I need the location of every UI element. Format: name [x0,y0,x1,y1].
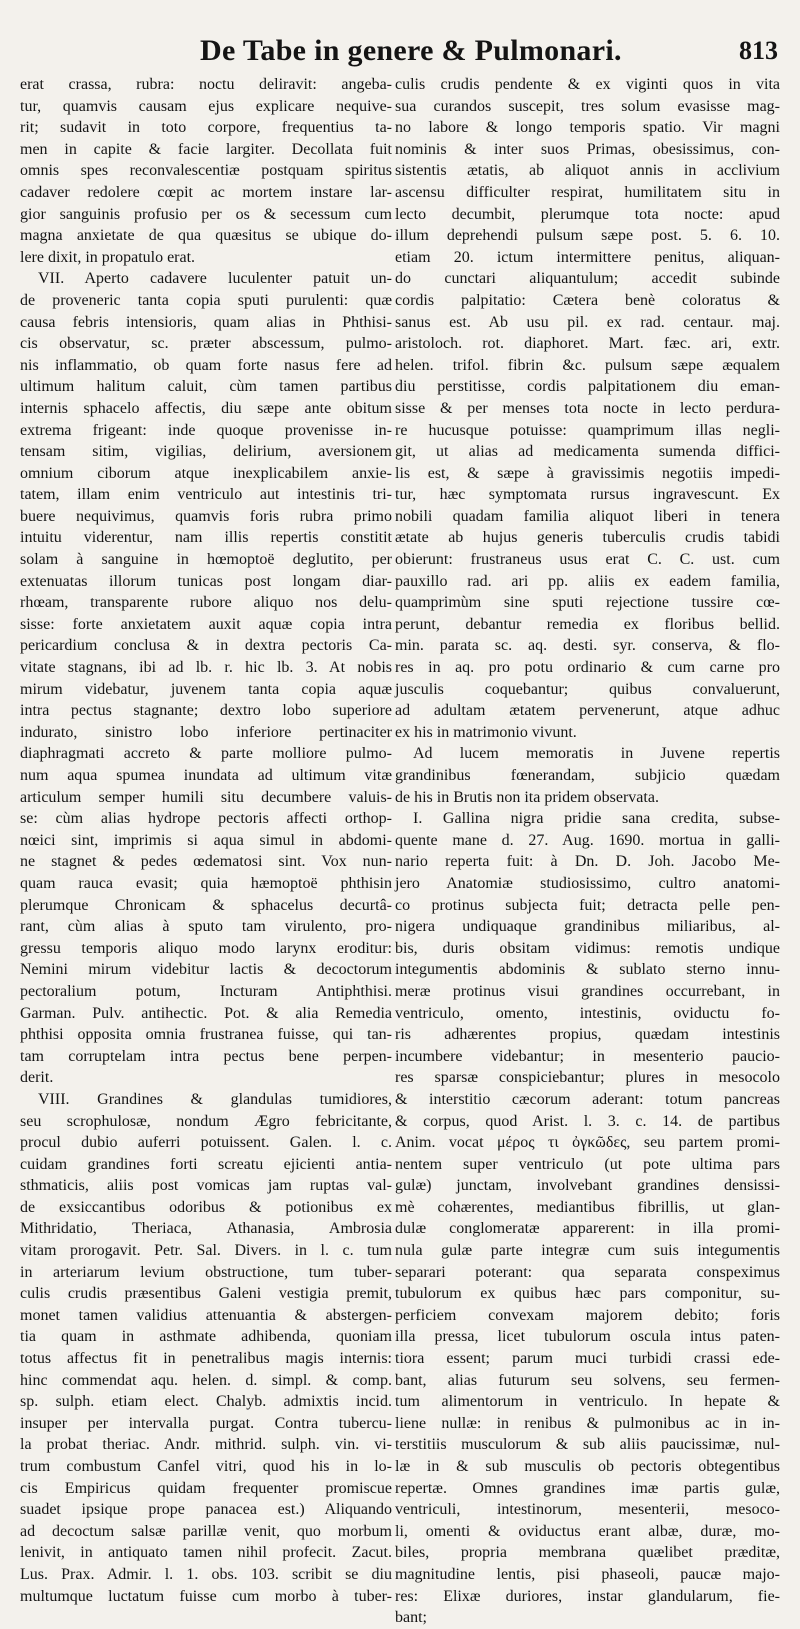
text-line: ventriculi, intestinorum, mesenterii, mesoco- [395,1501,780,1519]
text-line: ne stagnet & pedes œdematosi sint. Vox nun- [20,853,392,871]
text-line: VII. Aperto cadavere luculenter patuit un- [38,270,392,288]
text-line: quente mane d. 27. Aug. 1690. mortua in galli- [395,831,780,849]
text-line: liene nullæ: in renibus & pulmonibus ac in in- [395,1414,780,1432]
text-line: Ad lucem memoratis in Juvene repertis [413,745,780,763]
text-line: magnitudine lentis, pisi phaseoli, paucæ majo- [395,1565,780,1583]
text-line: bant; [395,1609,427,1627]
text-line: ad adultam ætatem pervenerunt, atque adhuc [395,702,780,720]
text-line: etiam 20. ictum intermittere penitus, aliquan- [395,248,780,266]
text-line: internis sphacelo affectis, diu sæpe ante obitum [20,399,392,417]
text-line: la probat theriac. Andr. mithrid. sulph. vin. vi- [20,1436,392,1454]
text-line: gressu temporis aliquo modo larynx eroditur: [20,939,392,957]
text-line: rhœam, transparente rubore aliquo nos delu- [20,594,392,612]
text-line: nobili quadam familia aliquot liberi in tenera [395,507,780,525]
text-line: res: Elixæ duriores, instar glandularum, fie- [395,1587,780,1605]
text-line: illum deprehendi pulsum sæpe post. 5. 6. 10. [395,227,780,245]
text-line: omnium ciborum atque inexplicabilem anxie- [20,464,392,482]
text-line: pericardium conclusa & in dextra pectoris Ca- [20,637,392,655]
text-line: res in aq. pro potu ordinario & cum carne pro [395,659,780,677]
text-line: mirum videbatur, juvenem tanta copia aquæ [20,680,392,698]
text-line: Lus. Prax. Admir. l. 1. obs. 103. scribit se diu [20,1565,392,1583]
text-line: separari poterant: qua separata conspeximus [395,1263,780,1281]
text-line: rit; sudavit in toto corpore, frequentius ta- [20,119,392,137]
text-line: sistentis ætatis, ab aliquot annis in acclivium [395,162,780,180]
text-line: vitate stagnans, ibi ad lb. r. hic lb. 3. At nobis [20,659,392,677]
text-line: derit. [20,1069,54,1087]
text-line: jusculis coquebantur; quibus convaluerunt, [395,680,780,698]
text-line: læ in & sub musculis ob pectoris obtegentibus [395,1458,780,1475]
text-line: culis crudis præsentibus Galeni vestigia premit, [20,1285,392,1303]
text-line: tiora essent; parum muci turbidi crassi ede- [395,1350,780,1368]
text-line: extrema frigeant: inde quoque provenisse in- [20,421,392,439]
text-line: ætate ab hujus generis tuberculis crudis tabidi [395,529,780,547]
text-line: tubulorum ex quibus hæc pars componitur, su- [395,1285,780,1303]
text-line: bant, alias futurum seu solvens, seu fermen- [395,1371,780,1389]
text-line: tam corruptelam intra pectus bene perpen- [20,1047,392,1065]
text-line: ris adhærentes propius, quædam intestinis [395,1026,780,1044]
right-text-column [395,74,780,1627]
text-line: sthmaticis, aliis post vomicas jam ruptas val- [20,1177,392,1195]
text-line: suadet ipsique prope panacea est.) Aliquando [20,1501,392,1519]
text-line: nœici sint, imprimis si aqua simul in abdomi- [20,831,392,849]
text-line: gior sanguinis profusio per os & secessum cum [20,205,392,223]
text-line: co protinus subjecta fuit; detracta pelle pen- [395,896,780,914]
text-line: no labore & longo temporis spatio. Vir magni [395,119,780,137]
text-line: & corpus, quod Arist. l. 3. c. 14. de partibus [395,1112,780,1130]
text-line: erat crassa, rubra: noctu deliravit: angeba- [20,76,392,93]
text-line: Anim. vocat μέρος τι ὀγκῶδες, seu partem promi- [395,1134,780,1152]
text-line: insuper per intervalla purgat. Contra tubercu- [20,1414,392,1432]
text-line: tur, quamvis causam ejus explicare nequive- [20,97,392,115]
text-line: diu perstitisse, cordis palpitationem diu eman- [395,378,780,396]
text-line: biles, propria membrana quælibet præditæ, [395,1544,780,1562]
left-text-column [20,74,392,1605]
text-line: indurato, sinistro lobo inferiore pertinaciter [20,723,392,741]
text-line: pectoralium potum, Incturam Antiphthisi. [20,982,392,1000]
text-line: de exsiccantibus odoribus & potionibus ex [20,1198,392,1216]
text-line: mè cohærentes, mediantibus fibrillis, ut glan- [395,1198,780,1216]
page-number: 813 [739,36,778,65]
text-line: ventriculo, omento, intestinis, oviductu fo- [395,1004,780,1022]
text-line: phthisi opposita omnia frustranea fuisse, qui tan- [20,1026,392,1044]
text-line: intuitu viderentur, nam illis repertis constitit [20,529,392,547]
text-line: sua curandos suscepit, tres solum evasisse mag- [395,97,780,115]
running-header [0,34,800,74]
text-line: & interstitio cæcorum aderant: totum pancreas [395,1090,780,1108]
text-line: omnis spes reconvalescentiæ postquam spiritus [20,162,392,180]
text-line: Garman. Pulv. antihectic. Pot. & alia Remedia [20,1004,392,1022]
text-line: causa febris intensioris, quam alias in Phthisi- [20,313,392,331]
text-line: culis crudis pendente & ex viginti quos in vita [395,76,780,93]
text-line: aristoloch. rot. diaphoret. Mart. fæc. ari, extr. [395,335,780,353]
text-line: intra pectus stagnante; dextro lobo superiore [20,702,392,720]
text-line: extenuatas illorum tunicas post longam diar- [20,572,392,590]
text-line: vitam prorogavit. Petr. Sal. Divers. in l. c. tum [20,1242,392,1260]
text-line: se: cùm alias hydrope pectoris affecti orthop- [20,810,392,828]
text-line: tum alimentorum in ventriculo. In hepate & [395,1393,780,1411]
text-line: seu scrophulosæ, nondum Ægro febricitante, [20,1112,392,1130]
text-line: lecto decumbit, plerumque tota nocte: apud [395,205,780,223]
text-line: procul dubio auferri potuissent. Galen. l. c. [20,1134,392,1152]
text-line: quamprimùm sine sputi rejectione tussire cœ- [395,594,780,612]
text-line: in arteriarum levium obstructione, tum tuber- [20,1263,392,1281]
text-line: ex his in matrimonio vivunt. [395,723,577,741]
text-line: dulæ conglomeratæ apparerent: in illa promi- [395,1220,780,1238]
text-line: ad decoctum salsæ parillæ venit, quo morbum [20,1522,392,1540]
text-line: jero Anatomiæ studiosissimo, cultro anatomi- [395,874,780,892]
text-line: totus affectus fit in penetralibus magis internis: [20,1350,392,1368]
text-line: magna anxietate de qua quæsitus se ubique do- [20,227,392,245]
text-line: VIII. Grandines & glandulas tumidiores, [38,1090,392,1108]
text-line: plerumque Chronicam & sphacelus decurtâ- [20,896,392,914]
text-line: articulum semper humili situ decumbere valuis- [20,788,392,806]
text-line: solam à sanguine in hœmoptoë deglutito, per [20,551,392,569]
text-line: git, ut alias ad medicamenta sumenda diffici- [395,443,780,461]
text-line: I. Gallina nigra pridie sana credita, subse- [413,810,780,828]
text-line: sp. sulph. etiam elect. Chalyb. admixtis incid. [20,1393,392,1411]
text-line: ultimum halitum caluit, cùm tamen partibus [20,378,392,396]
page-title: De Tabe in genere & Pulmonari. [200,34,622,67]
text-line: do cunctari aliquantulum; accedit subinde [395,270,780,288]
text-line: Nemini mirum videbitur lactis & decoctorum [20,961,392,979]
text-line: tatem, illam enim ventriculo aut intestinis tri- [20,486,392,504]
text-line: nominis & inter suos Primas, obesissimus, con- [395,140,780,158]
text-line: helen. trifol. fibrin &c. pulsum sæpe æqualem [395,356,780,374]
text-line: illa pressa, licet tubulorum oscula intus paten- [395,1328,780,1346]
text-line: cis observatur, sc. præter abscessum, pulmo- [20,335,392,353]
text-line: de his in Brutis non ita pridem observata. [395,788,659,806]
text-line: diaphragmati accreto & parte molliore pulmo- [20,745,392,763]
text-line: re hucusque potuisse: quamprimum illas negli- [395,421,780,439]
text-line: perficiem convexam majorem debito; foris [395,1306,780,1324]
text-line: res sparsæ conspiciebantur; plures in mesocolo [395,1069,780,1087]
text-line: li, omenti & oviductus erant albæ, duræ, mo- [395,1522,780,1540]
text-line: nis inflammatio, ob quam forte nasus fere ad [20,356,392,374]
text-line: grandinibus fœnerandam, subjicio quædam [395,767,780,784]
text-line: obierunt: frustraneus usus erat C. C. ust. cum [395,551,780,569]
text-line: incumbere videbantur; in mesenterio paucio- [395,1047,780,1065]
text-line: integumentis abdominis & sublato sterno innu- [395,961,780,979]
text-line: hinc commendat aqu. helen. d. simpl. & comp. [20,1371,392,1389]
text-line: min. parata sc. aq. desti. syr. conserva, & flo- [395,637,780,655]
text-line: quam rauca evasit; quia hæmoptoë phthisin [20,874,392,892]
text-line: terstitiis musculorum & sub aliis paucissimæ, nul- [395,1436,780,1454]
text-line: cuidam grandines forti screatu ejicienti antia- [20,1155,392,1173]
text-line: pauxillo rad. ari pp. aliis ex eadem familia, [395,572,780,590]
text-line: Mithridatio, Theriaca, Athanasia, Ambrosia [20,1220,392,1238]
text-line: multumque luctatum fuisse cum morbo à tuber- [20,1587,392,1605]
text-line: nario reperta fuit: à Dn. D. Joh. Jacobo Me- [395,853,780,871]
text-line: repertæ. Omnes grandines imæ partis gulæ, [395,1479,780,1497]
text-line: men in capite & facie largiter. Decollata fuit [20,140,392,158]
text-line: gulæ) junctam, involvebant grandines densissi- [395,1177,780,1195]
text-line: sisse & per menses tota nocte in lecto perdura- [395,399,780,417]
text-line: tensam sitim, vigilias, delirium, aversionem [20,443,392,461]
text-line: nentem super ventriculo (ut pote ultima pars [395,1155,780,1173]
text-line: tia quam in asthmate adhibenda, quoniam [20,1328,392,1346]
text-line: bis, duris obsitam vidimus: remotis undique [395,939,780,957]
text-line: nigera undiquaque grandinibus miliaribus, al- [395,918,780,936]
text-line: cis Empiricus quidam frequenter promiscue [20,1479,392,1497]
text-line: ascensu difficulter respirat, humilitatem situ in [395,183,780,201]
text-line: tur, hæc symptomata rursus ingravescunt. Ex [395,486,780,504]
text-line: meræ protinus visui grandines occurrebant, in [395,982,780,1000]
text-line: perunt, debantur remedia ex floribus bellid. [395,615,780,633]
text-line: cadaver redolere cœpit ac mortem instare lar- [20,183,392,201]
text-line: monet tamen validius attenuantia & abstergen- [20,1306,392,1324]
text-line: rant, cùm alias à sputo tam virulento, pro- [20,918,392,936]
text-line: lis est, & sæpe à gravissimis negotiis impedi- [395,464,780,482]
text-line: trum combustum Canfel vitri, quod his in lo- [20,1458,392,1475]
text-line: num aqua spumea inundata ad ultimum vitæ [20,767,392,784]
text-line: sisse: forte anxietatem auxit aquæ copia intra [20,615,392,633]
text-line: sanus est. Ab usu pil. ex rad. centaur. maj. [395,313,780,331]
text-line: cordis palpitatio: Cætera benè coloratus & [395,291,780,309]
text-line: lere dixit, in propatulo erat. [20,248,196,266]
text-line: de proveneric tanta copia sputi purulenti: quæ [20,291,392,309]
text-line: lenivit, in antiquato tamen nihil profecit. Zacut. [20,1544,392,1562]
text-line: nula gulæ parte integræ cum suis integumentis [395,1242,780,1260]
text-line: buere nequivimus, quamvis foris rubra primo [20,507,392,525]
